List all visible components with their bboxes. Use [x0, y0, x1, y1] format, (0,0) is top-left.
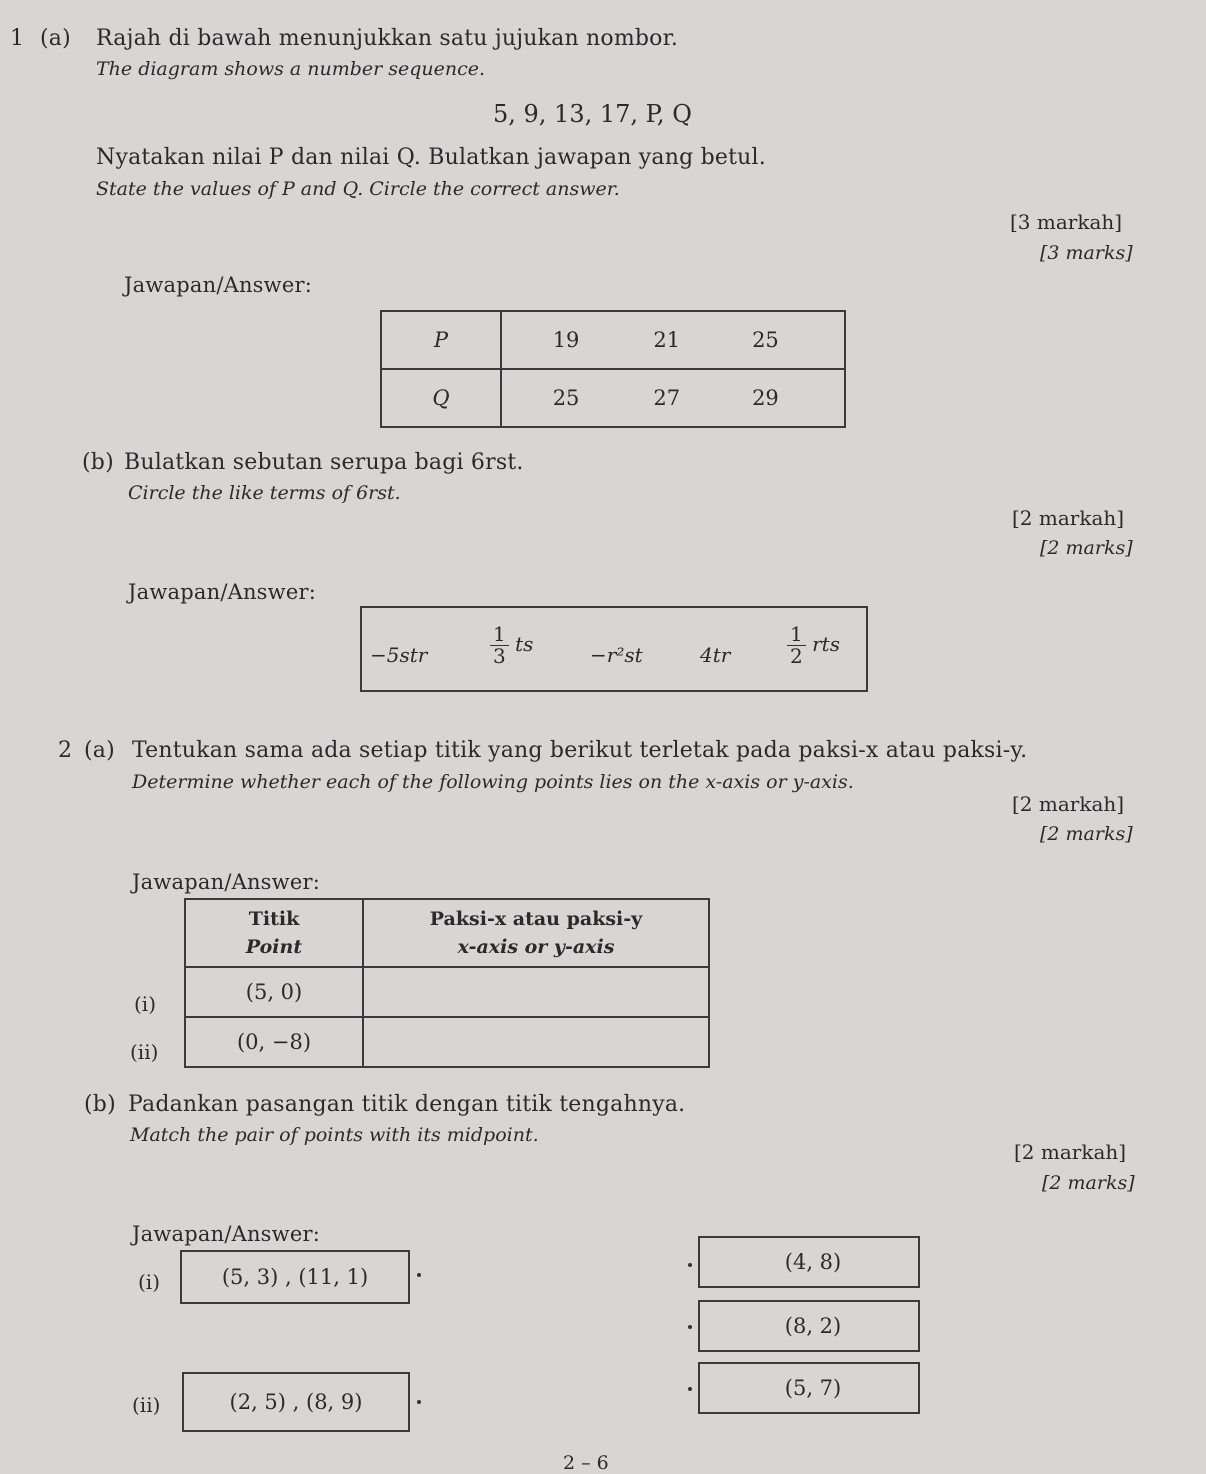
question-2b-malay: Padankan pasangan titik dengan titik tengahnya. [128, 1092, 686, 1117]
fraction-numerator: 1 [490, 624, 509, 646]
pair-text: (5, 3) , (11, 1) [221, 1265, 369, 1289]
row-label: (i) [134, 992, 157, 1016]
row-label: (ii) [130, 1040, 159, 1064]
question-1a-instruction-malay: Nyatakan nilai P dan nilai Q. Bulatkan jawapan yang betul. [96, 145, 766, 170]
match-dot[interactable] [688, 1263, 692, 1267]
marks-malay: [2 markah] [1012, 506, 1125, 530]
p-option[interactable]: 25 [752, 328, 779, 352]
q-option[interactable]: 27 [653, 386, 681, 410]
match-dot[interactable] [417, 1273, 421, 1277]
marks-english: [2 marks] [1040, 823, 1133, 845]
question-2a-english: Determine whether each of the following points lies on the x-axis or y-axis. [132, 771, 854, 793]
marks-malay: [2 markah] [1012, 792, 1125, 816]
answer-label: Jawapan/Answer: [132, 1222, 320, 1246]
pair-label: (ii) [132, 1393, 161, 1417]
midpoint-text: (8, 2) [784, 1314, 842, 1338]
p-option[interactable]: 19 [552, 328, 580, 352]
marks-english: [3 marks] [1040, 242, 1133, 264]
p-label: P [381, 311, 501, 369]
question-1a-label: (a) [40, 26, 71, 51]
header-axis-english: x-axis or y-axis [457, 936, 615, 958]
q-options [501, 369, 845, 427]
midpoint-text: (5, 7) [784, 1376, 842, 1400]
p-options [501, 311, 845, 369]
q-label: Q [381, 369, 501, 427]
axis-answer-cell[interactable] [363, 967, 709, 1017]
term-variables: rts [812, 632, 840, 656]
header-point [185, 899, 363, 967]
term-variables: ts [515, 632, 534, 656]
fraction-denominator: 2 [790, 644, 803, 668]
marks-malay: [2 markah] [1014, 1140, 1127, 1164]
question-1b-label: (b) [82, 450, 114, 475]
answer-label: Jawapan/Answer: [128, 580, 316, 604]
p-option[interactable]: 21 [653, 328, 681, 352]
q-option[interactable]: 29 [752, 386, 779, 410]
question-1a-malay: Rajah di bawah menunjukkan satu jujukan nombor. [96, 26, 679, 51]
term-option[interactable]: 4tr [700, 643, 731, 667]
match-dot[interactable] [688, 1325, 692, 1329]
match-dot[interactable] [417, 1400, 421, 1404]
question-1a-english: The diagram shows a number sequence. [96, 58, 486, 80]
pair-label: (i) [138, 1270, 161, 1294]
question-1a-instruction-english: State the values of P and Q. Circle the correct answer. [96, 178, 620, 200]
number-sequence: 5, 9, 13, 17, P, Q [493, 100, 692, 128]
fraction-numerator: 1 [787, 624, 806, 646]
marks-malay: [3 markah] [1010, 210, 1123, 234]
question-2-number: 2 [58, 738, 73, 763]
axis-answer-cell[interactable] [363, 1017, 709, 1067]
pq-answer-table [380, 310, 846, 428]
axis-answer-table [184, 898, 710, 1068]
question-2b-english: Match the pair of points with its midpoint. [130, 1124, 539, 1146]
marks-english: [2 marks] [1040, 537, 1133, 559]
point-cell: (5, 0) [185, 967, 363, 1017]
question-2a-label: (a) [84, 738, 115, 763]
q-option[interactable]: 25 [552, 386, 580, 410]
header-axis-malay: Paksi-x atau paksi-y [429, 907, 643, 930]
question-2a-malay: Tentukan sama ada setiap titik yang berikut terletak pada paksi-x atau paksi-y. [132, 738, 1028, 763]
answer-label: Jawapan/Answer: [124, 273, 312, 297]
header-point-malay: Titik [248, 907, 300, 930]
fraction-denominator: 3 [493, 644, 506, 668]
marks-english: [2 marks] [1042, 1172, 1135, 1194]
match-dot[interactable] [688, 1387, 692, 1391]
header-point-english: Point [245, 936, 303, 958]
page-number: 2 – 6 [563, 1452, 609, 1474]
term-option[interactable] [787, 624, 840, 667]
term-option[interactable]: −r²st [590, 643, 643, 667]
term-option[interactable] [490, 624, 533, 667]
question-1-number: 1 [10, 26, 25, 51]
question-1b-english: Circle the like terms of 6rst. [128, 482, 401, 504]
question-1b-malay: Bulatkan sebutan serupa bagi 6rst. [124, 450, 524, 475]
answer-label: Jawapan/Answer: [132, 870, 320, 894]
point-cell: (0, −8) [185, 1017, 363, 1067]
pair-text: (2, 5) , (8, 9) [229, 1390, 363, 1414]
header-axis [363, 899, 709, 967]
term-option[interactable]: −5str [370, 643, 428, 667]
midpoint-text: (4, 8) [784, 1250, 842, 1274]
question-2b-label: (b) [84, 1092, 116, 1117]
